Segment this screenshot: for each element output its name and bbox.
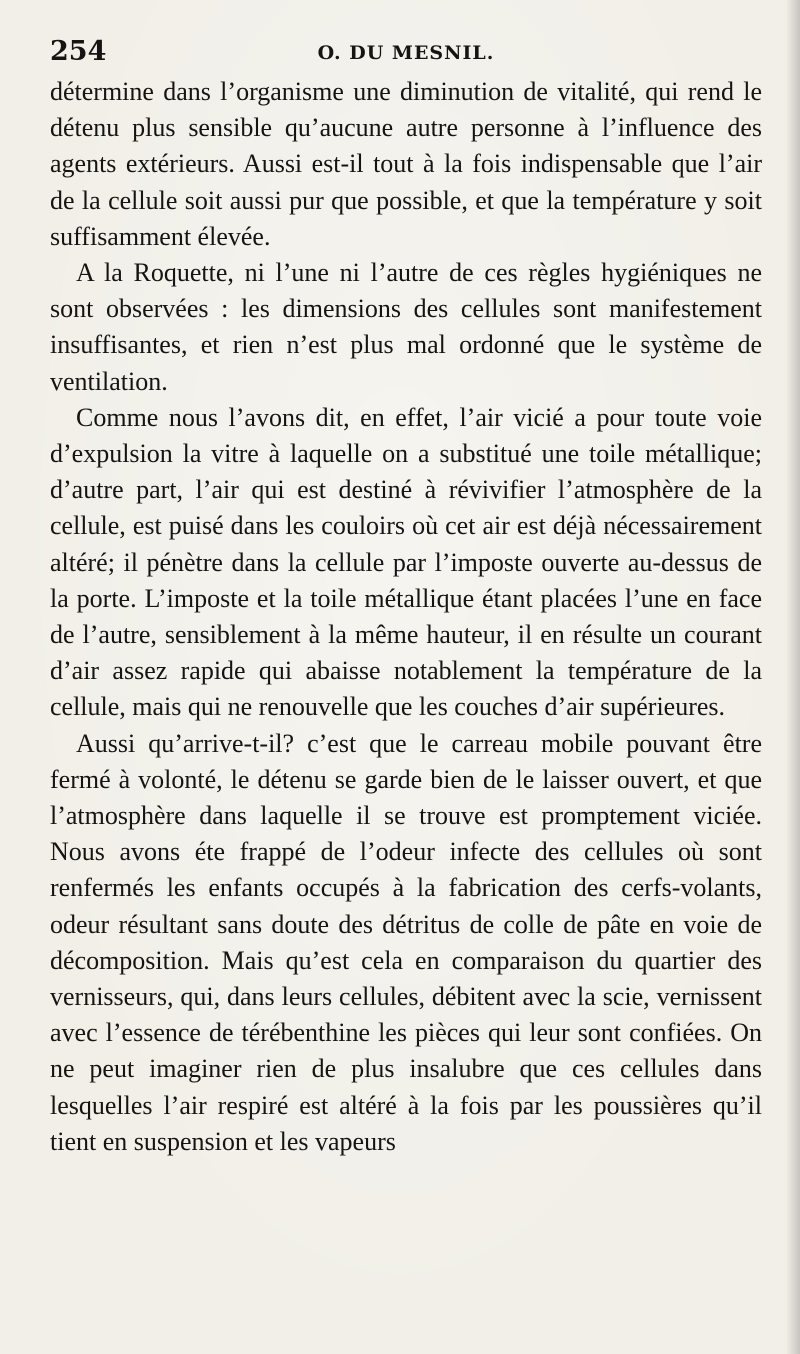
body-text: [50, 74, 762, 1160]
paragraph-1: détermine dans l’organisme une diminution de vitalité, qui rend le détenu plus sensible qu’aucune autre personne à l’influence des agents extérieurs. Aussi est-il tout à la fois indispensable que l’air de la cellule soit aussi pur que possible, et que la température y soit suffisamment élevée.: [50, 77, 762, 251]
paragraph-2: A la Roquette, ni l’une ni l’autre de ces règles hygiéniques ne sont observées : les dimensions des cellules sont manifestement insuffisantes, et rien n’est plus mal ordonné que le système de ventilation.: [50, 258, 762, 396]
paragraph-3: Comme nous l’avons dit, en effet, l’air vicié a pour toute voie d’expulsion la vitre à laquelle on a substitué une toile métallique; d’autre part, l’air qui est destiné à révivifier l’atmosphère de la cellule, est puisé dans les couloirs où cet air est déjà nécessairement altéré; il pénètre dans la cellule par l’imposte ouverte au-dessus de la porte. L’imposte et la toile métallique étant placées l’une en face de l’autre, sensiblement à la même hauteur, il en résulte un courant d’air assez rapide qui abaisse notablement la température de la cellule, mais qui ne renouvelle que les couches d’air supérieures.: [50, 402, 762, 722]
paragraph-4: Aussi qu’arrive-t-il? c’est que le carreau mobile pouvant être fermé à volonté, le détenu se garde bien de le laisser ouvert, et que l’atmosphère dans laquelle il se trouve est promptement viciée. Nous avons éte frappé de l’odeur infecte des cellules où sont renfermés les enfants occupés à la fabrication des cerfs-volants, odeur résultant sans doute des détritus de colle de pâte en voie de décomposition. Mais qu’est cela en comparaison du quartier des vernisseurs, qui, dans leurs cellules, débitent avec la scie, vernissent avec l’essence de térébenthine les pièces qui leur sont confiées. On ne peut imaginer rien de plus insalubre que ces cellules dans lesquelles l’air respiré est altéré à la fois par les poussières qu’il tient en suspension et les vapeurs: [50, 728, 762, 1156]
page-edge-shadow: [786, 0, 800, 1354]
running-head: O. DU MESNIL.: [317, 42, 495, 64]
page-number: 254: [50, 36, 107, 67]
page-header: [50, 30, 762, 70]
